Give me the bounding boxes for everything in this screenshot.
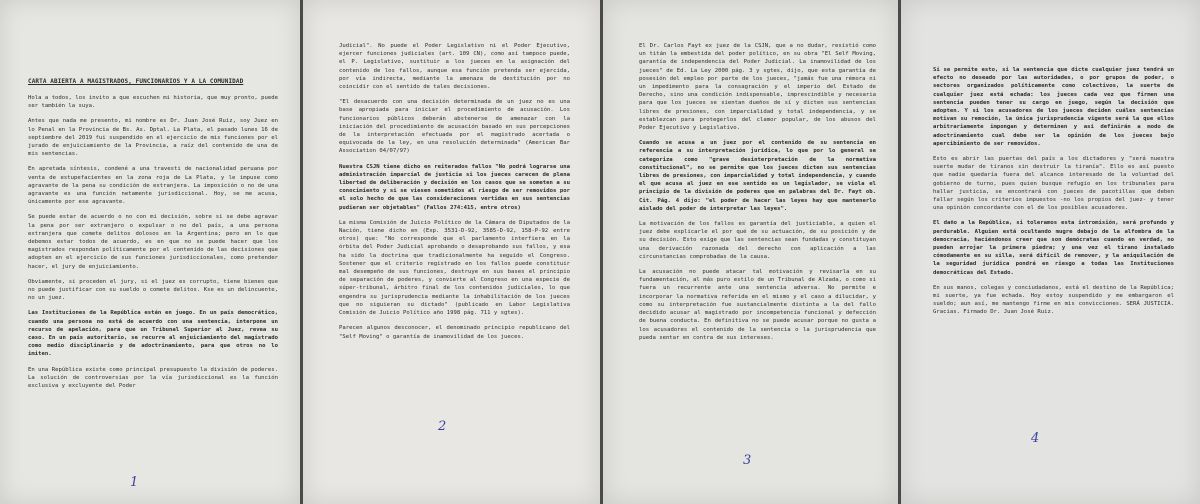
document-page-1 [0, 0, 300, 504]
paragraph: Parecen algunos desconocer, el denominado principio republicano del "Self Moving" o garantía de inamovilidad de los jueces. [339, 325, 570, 340]
handwritten-page-number: 1 [130, 475, 139, 490]
paragraph: En una República existe como principal presupuesto la división de poderes. La solución de controversias por la vía jurisdiccional es la función exclusiva y excluyente del Poder [28, 366, 278, 390]
paragraph: La motivación de los fallos es garantía del justiciable, a quien el juez debe explicarle el por qué de su actuación, de su posición y de su decisión. Esto exige que las sentencias sean fundadas y constituyan una derivación razonada del derecho con aplicación a las circunstancias comprobadas de la causa. [639, 221, 876, 260]
paragraph-bold: Nuestra CSJN tiene dicho en reiterados fallos "No podrá lograrse una administración imparcial de justicia si los jueces carecen de plena libertad de deliberación y decisión en los casos que se someten a su conocimiento y si se viesen sometidos al riesgo de ser removidos por el solo hecho de que las consideraciones vertidas en sus sentencias pudieran ser objetables" (Fallos 274:415, entre otros) [339, 163, 570, 211]
paragraph: En apretada síntesis, condené a una travesti de nacionalidad peruana por venta de estupefacientes en la zona roja de La Plata, y le impuse como agravante de la pena su condición de extranjera. La imposición o no de una agravante es una función netamente jurisdiccional. Hoy, se me acusa, únicamente por ese agravante. [28, 166, 278, 206]
page-4-content [933, 66, 1174, 324]
paragraph-bold: Las Instituciones de la República están en juego. En un país democrático, cuando una persona no está de acuerdo con una sentencia, interpone un recurso de apelación, para que un Tribunal Superior al Juez, revea su caso. En un país autoritario, se recurre al enjuiciamiento del magistrado como medio disciplinario y de adoctrinamiento, para que otros no lo imiten. [28, 310, 278, 358]
paragraph-bold: Si se permite esto, si la sentencia que dicte cualquier juez tendrá un efecto no deseado por las autoridades, o por grupos de poder, o sectores organizados políticamente como colectivos, la suerte de cualquier juez está echada: los jueces cada vez que firmen una sentencia pueden tener su cargo en juego, según la decisión que adopten. Y si los acusadores de los jueces deciden cuáles sentencias motivan su remoción, la única jurisprudencia vigente será la que ellos arbitrariamente impongan y determinen y así definirán a modo de adoctrinamiento cual debe ser la opinión de los jueces bajo apercibimiento de ser removidos. [933, 67, 1174, 147]
page-1-content [28, 78, 278, 397]
paragraph: Hola a todos, los invito a que escuchen mi historia, que muy pronto, puede ser también la suya. [28, 95, 278, 110]
paragraph-quote: "El desacuerdo con una decisión determinada de un juez no es una base apropiada para iniciar el procedimiento de acusación. Los funcionarios públicos deberán abstenerse de amenazar con la iniciación del procedimiento de acusación basado en sus percepciones de la interpretación efectuada por el magistrado acertada o equivocada de la ley, en una resolución determinada" (American Bar Association 04/07/97) [339, 99, 570, 155]
paragraph: Judicial". No puede el Poder Legislativo ni el Poder Ejecutivo, ejercer funciones judiciales (art. 109 CN), como así tampoco puede, el P. Legislativo, sustituir a los jueces en la asignación del contenido de los fallos, aunque esa función pretenda ser ejercida, por vía indirecta, mediante la amenaza de destitución por no coincidir con el sentido de tales decisiones. [339, 43, 570, 91]
paragraph: La misma Comisión de Juicio Político de la Cámara de Diputados de la Nación, tiene dicho en (Exp. 3531-D-92, 3585-D-92, 158-P-92 entre otros) que: "No corresponde que el parlamento interfiera en la órbita del Poder Judicial aprobando o desaprobando sus fallos, y esa ha sido la doctrina que tradicionalmente ha seguido el Congreso. Sostener que el criterio registrado en los fallos puede constituir mal desempeño de sus funciones, destruye en sus bases el principio de separación de poderes, y convierte al Congreso en una especie de súper-tribunal, árbitro final de los contenidos judiciales, lo que engendra su jurisprudencia mediante la inhabilitación de los jueces que no siguieran su dictado" (publicado en Labor Legislativa Comisión de Juicio Político año 1998 pág. 711 y sgtes). [339, 219, 570, 317]
document-page-2 [303, 0, 600, 504]
paragraph: Obviamente, si proceden el jury, si el juez es corrupto, tiene bienes que no puede justificar con su sueldo o comete delitos. Kse es un delincuente, no un juez. [28, 278, 278, 302]
paragraph: Esto es abrir las puertas del país a los dictadores y "será nuestra suerte mudar de tiranos sin destruir la tiranía". Ello es así puesto que nadie quedaría fuera del alcance interesado de la voluntad del gobierno de turno, pues quien busque refugio en los tribunales para hallar justicia, se encontrará con jueces de pacotillas que deben fallar según los criterios impuestos -no los propios del juez- y tener una opinión concordante con el de los posibles acusadores. [933, 156, 1174, 212]
document-page-3 [603, 0, 898, 504]
handwritten-page-number: 2 [438, 419, 447, 434]
page-3-content [639, 42, 876, 349]
paragraph: En sus manos, colegas y conciudadanos, está el destino de la República; mi suerte, ya fue echada. Hoy estoy suspendido y me embargaron el sueldo; aun así, me mantengo firme en mis convicciones. SERÁ JUSTICIA. Gracias. Firmado Dr. Juan José Ruiz. [933, 284, 1174, 316]
paragraph: La acusación no puede atacar tal motivación y revisarla en su fundamentación, al más puro estilo de un Tribunal de Alzada, o como si fuera un recurrente ante una sentencia adversa. No permite e incorporar la normativa referida en el mismo y el caso a dilucidar, y como su interpretación fue sustancialmente distinta a la del fallo decidido acusar al magistrado por incompetencia funcional y defección de buena conducta. En definitiva no se puede acusar porque no gusta a los acusadores el contenido de la sentencia o la jurisprudencia que pueda sentar en contra de sus intereses. [639, 269, 876, 341]
handwritten-page-number: 3 [743, 453, 752, 468]
handwritten-page-number: 4 [1031, 431, 1040, 446]
letter-title: CARTA ABIERTA A MAGISTRADOS, FUNCIONARIOS Y A LA COMUNIDAD [28, 78, 244, 85]
paragraph: Antes que nada me presento, mi nombre es Dr. Juan José Ruiz, soy Juez en lo Penal en la Provincia de Bs. As. Dptal. La Plata, el pasado lunes 16 de septiembre del 2019 fui suspendido en el ejercicio de mis funciones por el jurado de enjuiciamiento de la Provincia, a raíz del contenido de una de mis sentencias. [28, 118, 278, 158]
page-2-content [339, 42, 570, 348]
paragraph: Se puede estar de acuerdo o no con mi decisión, sobre si se debe agravar la pena por ser extranjero o expulsar o no del país, a una persona extranjera que comete delitos dolosos en la Argentina; pero en lo que debemos estar todos de acuerdo, es en que no se puede hacer que los magistrados respondan políticamente por el contenido de las decisiones que adopten en el ejercicio de sus funciones jurisdiccionales, como pretender hacer, el jury de enjuiciamiento. [28, 214, 278, 270]
paragraph: El Dr. Carlos Fayt ex juez de la CSJN, que a no dudar, resistió como un titán la embestida del poder político, en su obra "El Self Moving, garantía de independencia del Poder Judicial. La inamovilidad de los jueces" de Ed. La Ley 2000 pág. 3 y sgtes, dijo, que esta garantía de posesión del empleo por parte de los jueces, "jamás fue una rémora ni un impedimento para la consagración y el imperio del Estado de Derecho, sino una condición indispensable, imprescindible y necesaria para que los jueces se sientan dueños de sí y dicten sus sentencias libres de presiones, con imparcialidad y total independencia, y se establezcan para protegerlos del clamor popular, de los abusos del Poder Ejecutivo y Legislativo. [639, 43, 876, 132]
document-page-4 [901, 0, 1200, 504]
paragraph-bold: Cuando se acusa a un juez por el contenido de su sentencia en referencia a su interpretación jurídica, lo que por lo general se categoriza como "grave desinterpretación de la normativa constitucional", no se permite que los jueces dicten sus sentencias libres de presiones, con imparcialidad y total independencia, y cuando el que acusa al juez en ese sentido es un legislador, se viola el principio de la división de poderes que en palabras del Dr. Fayt ob. Cit. Pág. 4 dijo: "el poder de hacer las leyes hay que mantenerlo aislado del poder de interpretar las leyes". [639, 140, 876, 212]
paragraph-bold: El daño a la República, si toleramos esta intromisión, será profundo y perdurable. Alguien está ocultando mugre debajo de la alfombra de la democracia, haciéndonos creer que son demócratas cuando en verdad, no pueden arrojar la primera piedra; y una vez el tirano instalado cómodamente en su silla, será difícil de remover, y la aniquilación de la seguridad jurídica pondrá en riesgo a todas las Instituciones democráticas del Estado. [933, 220, 1174, 276]
